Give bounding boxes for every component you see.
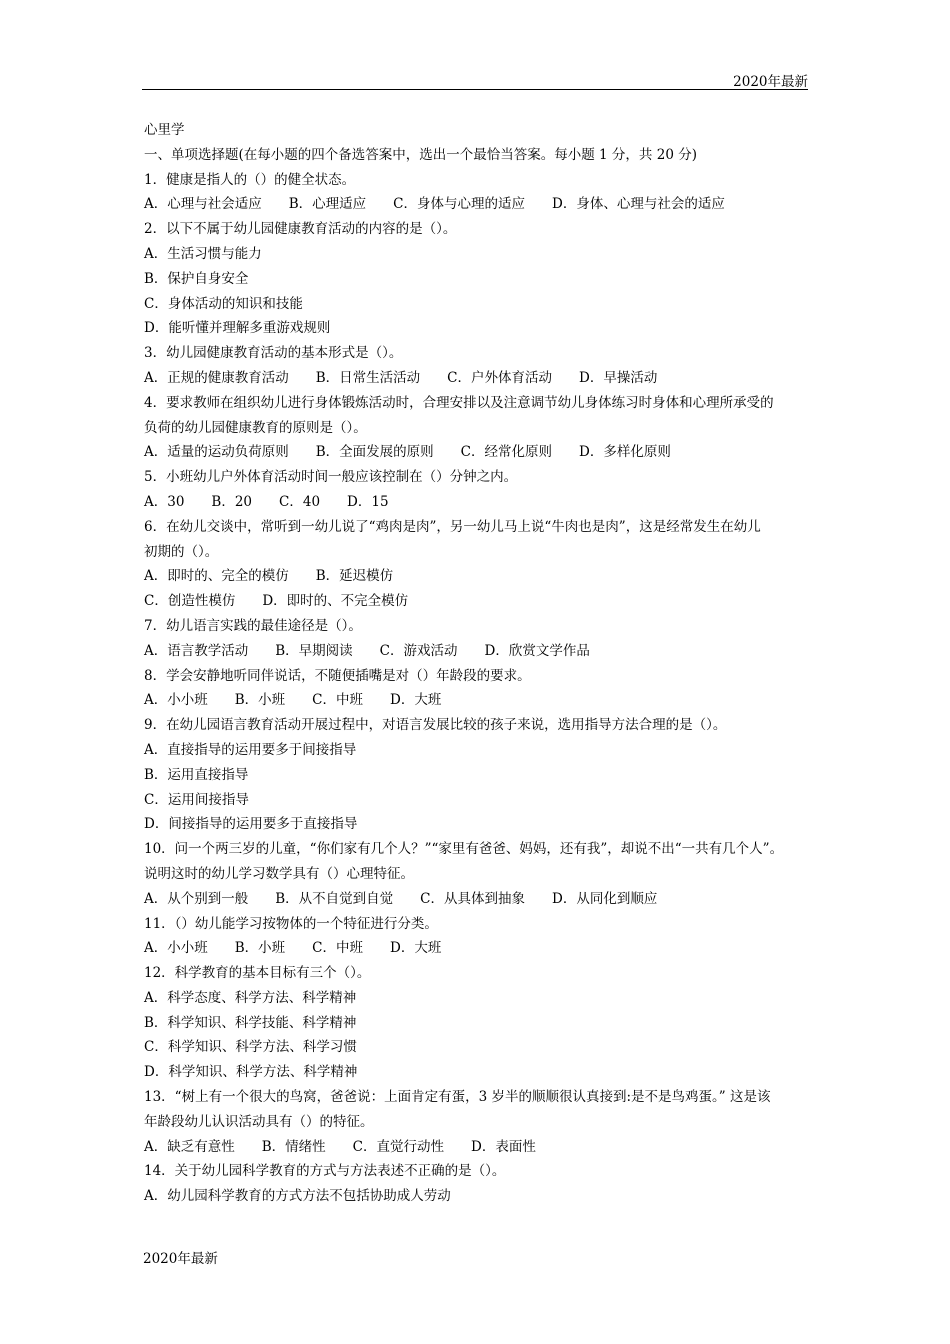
text-line: D．科学知识、科学方法、科学精神 [144,1064,358,1081]
text-line: C．运用间接指导 [144,791,249,808]
text-line: A．适量的运动负荷原则 B．全面发展的原则 C．经常化原则 D．多样化原则 [144,444,671,461]
text-line: D．间接指导的运用要多于直接指导 [144,816,358,833]
text-line: A．科学态度、科学方法、科学精神 [144,989,357,1006]
text-line: C．创造性模仿 D．即时的、不完全模仿 [144,593,409,610]
header-divider [142,89,808,90]
text-line: B．保护自身安全 [144,270,249,287]
text-line: 7．幼儿语言实践的最佳途径是（）。 [144,617,362,634]
text-line: 12．科学教育的基本目标有三个（）。 [144,965,371,982]
text-line: 初期的（）。 [144,543,219,560]
text-line: 10．问一个两三岁的儿童，“你们家有几个人？”“家里有爸爸、妈妈，还有我”，却说不出“一共有几个人”。 [144,841,784,858]
document-body [144,118,808,1209]
text-line: 6．在幼儿交谈中，常听到一幼儿说了“鸡肉是肉”，另一幼儿马上说“牛肉也是肉”，这是经常发生在幼儿 [144,518,761,535]
text-line: A．正规的健康教育活动 B．日常生活活动 C．户外体育活动 D．早操活动 [144,369,658,386]
text-line: 14．关于幼儿园科学教育的方式与方法表述不正确的是（）。 [144,1163,506,1180]
text-line: A．从个别到一般 B．从不自觉到自觉 C．从具体到抽象 D．从同化到顺应 [144,890,658,907]
text-line: A．心理与社会适应 B．心理适应 C．身体与心理的适应 D．身体、心理与社会的适应 [144,196,725,213]
text-line: A．缺乏有意性 B．情绪性 C．直觉行动性 D．表面性 [144,1138,536,1155]
text-line: 5．小班幼儿户外体育活动时间一般应该控制在（）分钟之内。 [144,469,518,486]
text-line: 8．学会安静地听同伴说话，不随便插嘴是对（）年龄段的要求。 [144,667,531,684]
text-line: 一、单项选择题(在每小题的四个备选答案中，选出一个最恰当答案。每小题 1 分，共 20 分) [144,146,697,163]
text-line: 1．健康是指人的（）的健全状态。 [144,171,356,188]
text-line: 9．在幼儿园语言教育活动开展过程中，对语言发展比较的孩子来说，选用指导方法合理的是（）。 [144,717,727,734]
text-line: 年龄段幼儿认识活动具有（）的特征。 [144,1113,374,1130]
text-line: 11．（）幼儿能学习按物体的一个特征进行分类。 [144,915,438,932]
text-line: 3．幼儿园健康教育活动的基本形式是（）。 [144,345,403,362]
text-line: 负荷的幼儿园健康教育的原则是（）。 [144,419,367,436]
text-line: 说明这时的幼儿学习数学具有（）心理特征。 [144,865,414,882]
text-line: C．身体活动的知识和技能 [144,295,303,312]
text-line: A．即时的、完全的模仿 B．延迟模仿 [144,568,394,585]
text-line: B．运用直接指导 [144,766,249,783]
text-line: 13．“树上有一个很大的鸟窝，爸爸说：上面肯定有蛋，3 岁半的顺顺很认真接到:是不是鸟鸡蛋。” 这是该 [144,1089,771,1106]
text-line: A．生活习惯与能力 [144,245,262,262]
text-line: D．能听懂并理解多重游戏规则 [144,320,331,337]
text-line: A．语言教学活动 B．早期阅读 C．游戏活动 D．欣赏文学作品 [144,642,590,659]
text-line: 心里学 [144,122,185,138]
text-line: A．直接指导的运用要多于间接指导 [144,741,357,758]
text-line: C．科学知识、科学方法、科学习惯 [144,1039,357,1056]
text-line: 4．要求教师在组织幼儿进行身体锻炼活动时，合理安排以及注意调节幼儿身体练习时身体和心理所承受的 [144,394,774,411]
text-line: A．小小班 B．小班 C．中班 D．大班 [144,940,442,957]
text-line: A．幼儿园科学教育的方式方法不包括协助成人劳动 [144,1188,451,1205]
text-line: B．科学知识、科学技能、科学精神 [144,1014,357,1031]
page-header: 2020年最新 [733,74,808,90]
text-line: A．小小班 B．小班 C．中班 D．大班 [144,692,442,709]
page-footer: 2020年最新 [143,1251,218,1267]
text-line: A．30 B．20 C．40 D．15 [144,493,389,510]
text-line: 2．以下不属于幼儿园健康教育活动的内容的是（）。 [144,221,457,238]
